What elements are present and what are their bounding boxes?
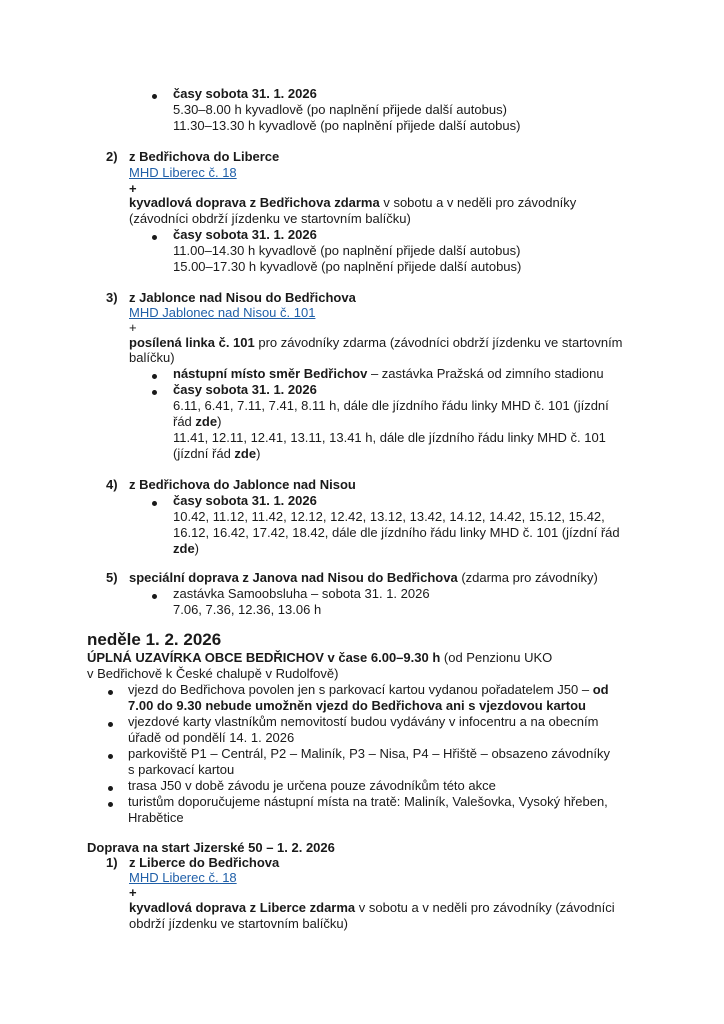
mhd-liberec-18-link[interactable]: MHD Liberec č. 18: [129, 165, 237, 180]
stop-info: zastávka Samoobsluha – sobota 31. 1. 2026: [173, 586, 430, 601]
bullet-icon: [152, 594, 157, 599]
bullet-icon: [108, 722, 113, 727]
times-label: časy sobota 31. 1. 2026: [173, 227, 317, 242]
plus-sign: +: [129, 181, 137, 196]
times-label: časy sobota 31. 1. 2026: [173, 86, 317, 101]
bullet-icon: [152, 94, 157, 99]
time-line: řád zde): [173, 414, 222, 429]
item-title: z Jablonce nad Nisou do Bedřichova: [129, 290, 356, 305]
plus-sign: +: [129, 320, 137, 335]
time-line: 11.30–13.30 h kyvadlově (po naplnění přijede další autobus): [173, 118, 521, 133]
item-title: z Bedřichova do Jablonce nad Nisou: [129, 477, 356, 492]
bullet-icon: [108, 690, 113, 695]
time-line: 7.06, 7.36, 12.36, 13.06 h: [173, 602, 322, 617]
item-title: speciální doprava z Janova nad Nisou do Bedřichova (zdarma pro závodníky): [129, 570, 598, 585]
mhd-link[interactable]: [129, 870, 237, 886]
item-description: kyvadlová doprava z Bedřichova zdarma v sobotu a v neděli pro závodníky: [129, 195, 577, 210]
time-line: 10.42, 11.12, 11.42, 12.12, 12.42, 13.12, 13.42, 14.12, 14.42, 15.12, 15.42,: [173, 509, 605, 524]
list-number: 3): [106, 290, 118, 305]
boarding-place: nástupní místo směr Bedřichov – zastávka Pražská od zimního stadionu: [173, 366, 604, 381]
item-title: z Liberce do Bedřichova: [129, 855, 280, 870]
mhd-jablonec-101-link[interactable]: MHD Jablonec nad Nisou č. 101: [129, 305, 316, 320]
zde-link[interactable]: zde: [173, 541, 195, 556]
item-description-cont: balíčku): [129, 350, 175, 365]
start-transport-heading: Doprava na start Jizerské 50 – 1. 2. 2026: [87, 840, 335, 855]
closure-bullet: parkoviště P1 – Centrál, P2 – Maliník, P3 – Nisa, P4 – Hřiště – obsazeno závodníky: [128, 746, 610, 761]
time-line: 5.30–8.00 h kyvadlově (po naplnění přijede další autobus): [173, 102, 507, 117]
closure-bullet-cont: 7.00 do 9.30 nebude umožněn vjezd do Bedřichova ani s vjezdovou kartou: [128, 698, 586, 713]
sunday-heading: neděle 1. 2. 2026: [87, 630, 222, 649]
closure-notice-cont: v Bedřichově k České chalupě v Rudolfově): [87, 666, 339, 681]
time-line: zde): [173, 541, 200, 556]
closure-notice: ÚPLNÁ UZAVÍRKA OBCE BEDŘICHOV v čase 6.00–9.30 h (od Penzionu UKO: [87, 650, 553, 665]
closure-bullet-cont: Hrabětice: [128, 810, 184, 825]
bullet-icon: [108, 754, 113, 759]
time-line: (jízdní řád zde): [173, 446, 261, 461]
bullet-icon: [108, 802, 113, 807]
time-line: 15.00–17.30 h kyvadlově (po naplnění přijede další autobus): [173, 259, 522, 274]
list-number: 4): [106, 477, 118, 492]
item-description: posílená linka č. 101 pro závodníky zdarma (závodníci obdrží jízdenku ve startovním: [129, 335, 623, 350]
item-description-cont: (závodníci obdrží jízdenku ve startovním balíčku): [129, 211, 411, 226]
time-line: 11.00–14.30 h kyvadlově (po naplnění přijede další autobus): [173, 243, 521, 258]
time-line: 11.41, 12.11, 12.41, 13.11, 13.41 h, dále dle jízdního řádu linky MHD č. 101: [173, 430, 606, 445]
bullet-icon: [152, 390, 157, 395]
bullet-icon: [152, 501, 157, 506]
item-title: z Bedřichova do Liberce: [129, 149, 280, 164]
closure-bullet: trasa J50 v době závodu je určena pouze závodníkům této akce: [128, 778, 496, 793]
list-number: 1): [106, 855, 118, 870]
time-line: 16.12, 16.42, 17.42, 18.42, dále dle jízdního řádu linky MHD č. 101 (jízdní řád: [173, 525, 620, 540]
list-number: 2): [106, 149, 118, 164]
plus-sign: +: [129, 885, 137, 900]
list-number: 5): [106, 570, 118, 585]
zde-link[interactable]: zde: [234, 446, 257, 461]
closure-bullet: turistům doporučujeme nástupní místa na tratě: Maliník, Valešovka, Vysoký hřeben,: [128, 794, 608, 809]
times-label: časy sobota 31. 1. 2026: [173, 493, 317, 508]
zde-link[interactable]: zde: [195, 414, 218, 429]
mhd-link[interactable]: [129, 165, 237, 181]
closure-bullet: vjezdové karty vlastníkům nemovitostí budou vydávány v infocentru a na obecním: [128, 714, 599, 729]
bullet-icon: [152, 374, 157, 379]
bullet-icon: [152, 235, 157, 240]
item-description-cont: obdrží jízdenku ve startovním balíčku): [129, 916, 348, 931]
closure-bullet-cont: s parkovací kartou: [128, 762, 235, 777]
item-description: kyvadlová doprava z Liberce zdarma v sobotu a v neděli pro závodníky (závodníci: [129, 900, 615, 915]
closure-bullet-cont: úřadě od pondělí 14. 1. 2026: [128, 730, 295, 745]
bullet-icon: [108, 786, 113, 791]
time-line: 6.11, 6.41, 7.11, 7.41, 8.11 h, dále dle jízdního řádu linky MHD č. 101 (jízdní: [173, 398, 609, 413]
closure-bullet: vjezd do Bedřichova povolen jen s parkovací kartou vydanou pořadatelem J50 – od: [128, 682, 609, 697]
mhd-link[interactable]: [129, 305, 315, 321]
times-label: časy sobota 31. 1. 2026: [173, 382, 317, 397]
mhd-liberec-18-link[interactable]: MHD Liberec č. 18: [129, 870, 237, 885]
